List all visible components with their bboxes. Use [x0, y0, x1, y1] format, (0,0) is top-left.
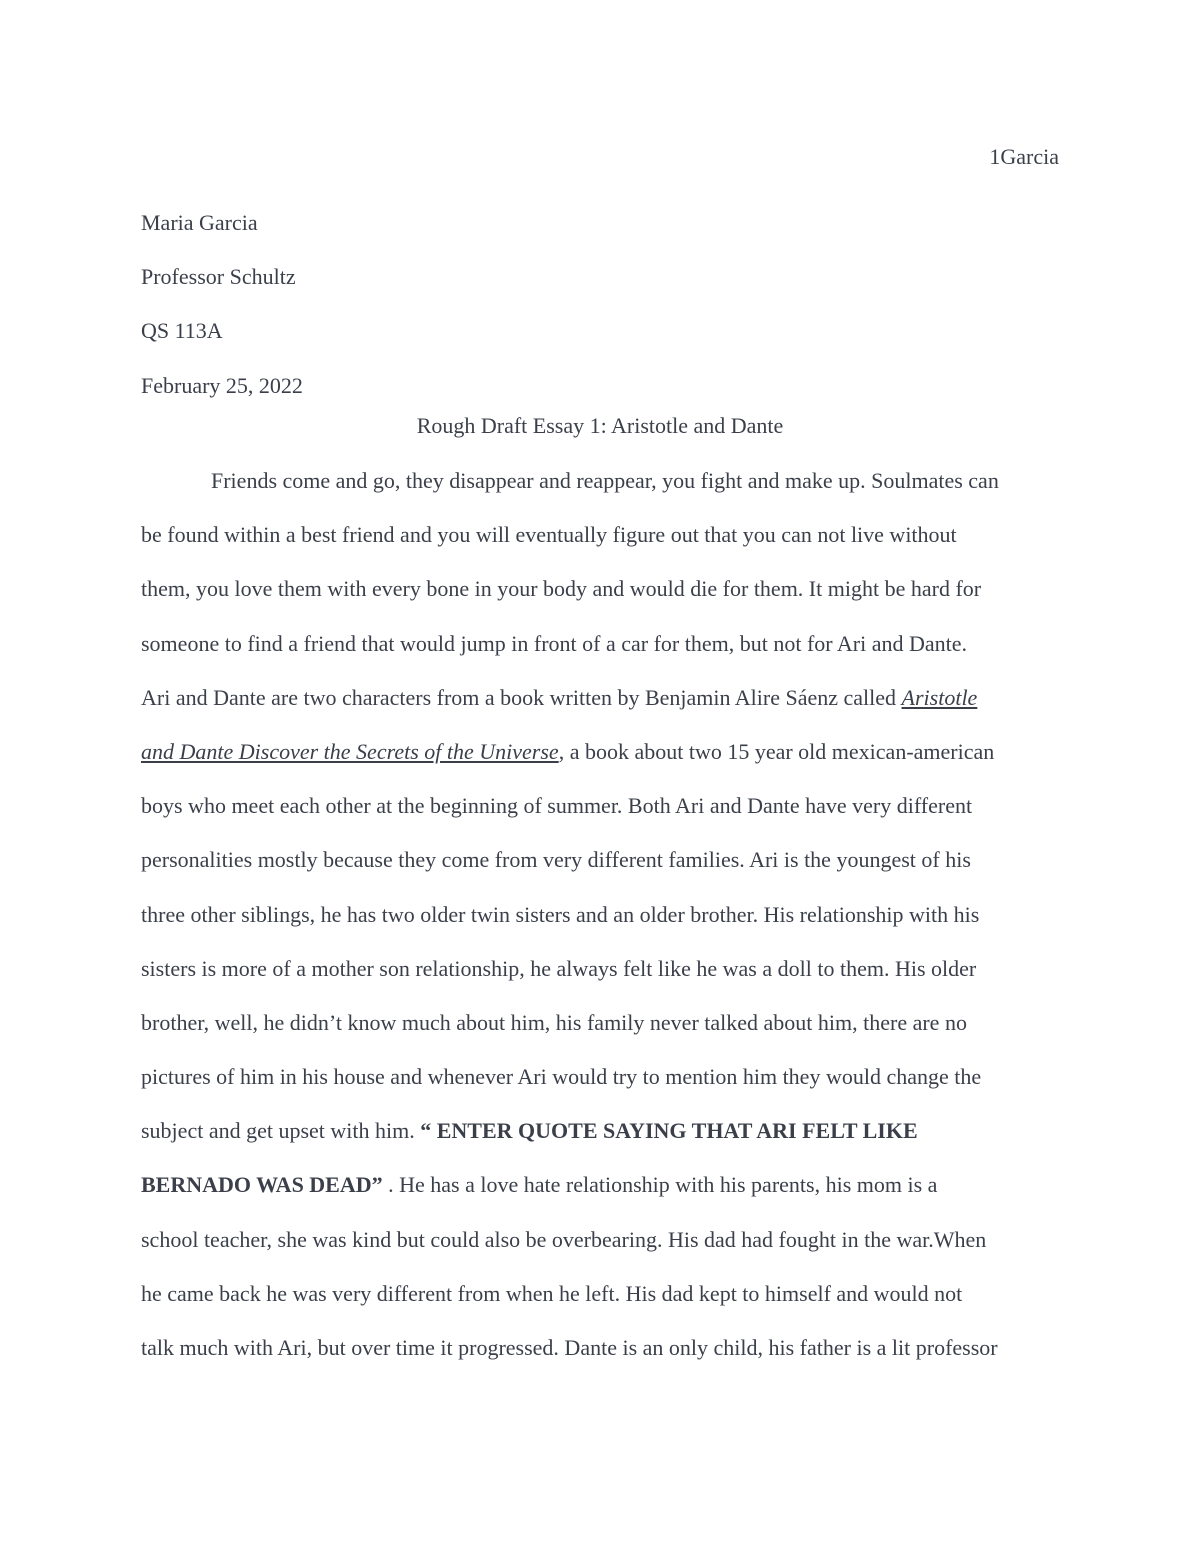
course-code: QS 113A	[141, 318, 223, 344]
body-line	[141, 1171, 1059, 1225]
body-line: brother, well, he didn’t know much about him, his family never talked about him, there are no	[141, 1009, 967, 1035]
body-line: three other siblings, he has two older twin sisters and an older brother. His relationship with his	[141, 901, 980, 927]
essay-title: Rough Draft Essay 1: Aristotle and Dante	[416, 413, 784, 438]
quote-placeholder: BERNADO WAS DEAD”	[141, 1172, 383, 1198]
body-line: talk much with Ari, but over time it progressed. Dante is an only child, his father is a lit professor	[141, 1335, 998, 1360]
header-last-name: Garcia	[1000, 144, 1059, 169]
body-line: Friends come and go, they disappear and reappear, you fight and make up. Soulmates can	[211, 468, 999, 493]
book-title: Aristotle	[901, 684, 978, 710]
body-text: Ari and Dante are two characters from a book written by Benjamin Alire Sáenz called	[141, 684, 902, 710]
body-line	[141, 1117, 1059, 1171]
body-line: school teacher, she was kind but could also be overbearing. His dad had fought in the war.When	[141, 1226, 987, 1252]
student-name: Maria Garcia	[141, 210, 258, 235]
body-line: personalities mostly because they come from very different families. Ari is the youngest of his	[141, 847, 971, 873]
essay-body	[141, 467, 1059, 1388]
body-line	[141, 684, 1059, 738]
body-line: boys who meet each other at the beginning of summer. Both Ari and Dante have very different	[141, 793, 973, 819]
page-number: 1	[989, 144, 1001, 169]
body-line: he came back he was very different from when he left. His dad kept to himself and would not	[141, 1280, 963, 1306]
professor-name: Professor Schultz	[141, 264, 296, 290]
body-line	[141, 738, 1059, 792]
book-title: and Dante Discover the Secrets of the Universe	[141, 738, 559, 764]
body-text: , a book about two 15 year old mexican-american	[558, 738, 995, 764]
quote-placeholder: “ ENTER QUOTE SAYING THAT ARI FELT LIKE	[420, 1118, 918, 1144]
body-line: pictures of him in his house and whenever Ari would try to mention him they would change the	[141, 1064, 982, 1090]
body-line: sisters is more of a mother son relationship, he always felt like he was a doll to them. His older	[141, 955, 977, 981]
body-text: . He has a love hate relationship with his parents, his mom is a	[382, 1172, 938, 1198]
body-line: be found within a best friend and you will eventually figure out that you can not live without	[141, 522, 957, 548]
running-header	[989, 143, 1059, 171]
body-text: subject and get upset with him.	[141, 1118, 421, 1144]
essay-date: February 25, 2022	[141, 372, 303, 398]
mla-heading	[141, 196, 1059, 413]
body-line: them, you love them with every bone in your body and would die for them. It might be hard for	[141, 576, 982, 602]
body-line: someone to find a friend that would jump in front of a car for them, but not for Ari and Dante.	[141, 630, 968, 656]
